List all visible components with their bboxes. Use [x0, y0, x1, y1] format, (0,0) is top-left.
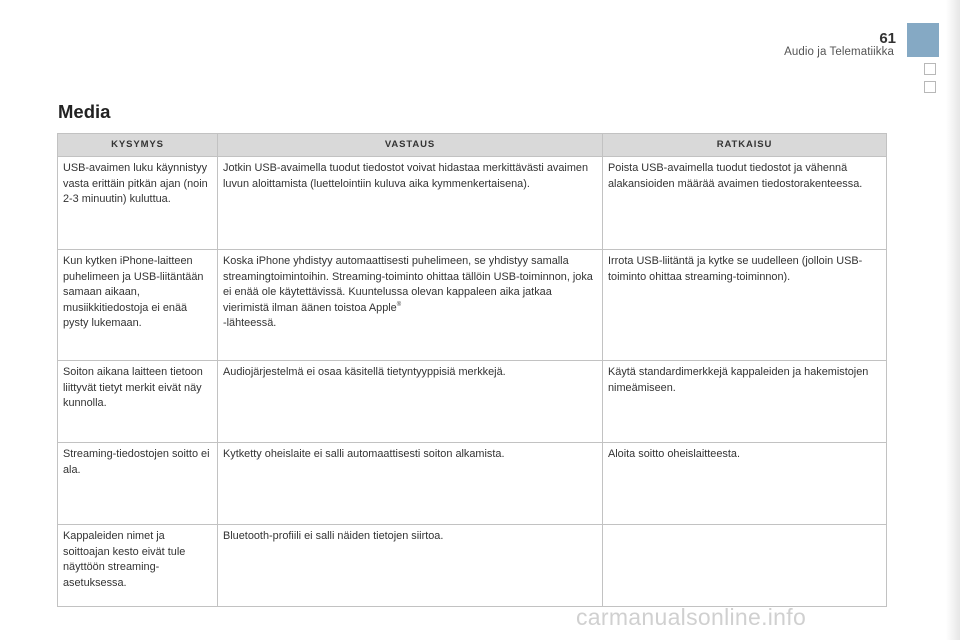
- table-row: [58, 361, 887, 443]
- answer-cell: Jotkin USB-avaimella tuodut tiedostot voivat hidastaa merkittävästi avaimen luvun aloittamista (luettelointiin kuluva aika kymmenkertaisena).: [218, 157, 603, 250]
- page-title: Media: [58, 101, 111, 122]
- solution-cell: Aloita soitto oheislaitteesta.: [603, 443, 887, 525]
- question-cell: Soiton aikana laitteen tietoon liittyvät tietyt merkit eivät näy kunnolla.: [58, 361, 218, 443]
- question-cell: Kappaleiden nimet ja soittoajan kesto eivät tule näyttöön streaming-asetuksessa.: [58, 525, 218, 607]
- question-cell: Kun kytken iPhone-laitteen puhelimeen ja USB-liitäntään samaan aikaan, musiikkitiedostoja ei enää pysty lukemaan.: [58, 250, 218, 361]
- section-name: Audio ja Telematiikka: [784, 46, 894, 58]
- troubleshooting-table: [57, 133, 887, 607]
- answer-cell: Kytketty oheislaite ei salli automaattisesti soiton alkamista.: [218, 443, 603, 525]
- table-row: [58, 250, 887, 361]
- section-tab-marker: [907, 23, 939, 57]
- tab-box-icon: [924, 63, 936, 75]
- question-cell: USB-avaimen luku käynnistyy vasta erittäin pitkän ajan (noin 2-3 minuutin) kuluttua.: [58, 157, 218, 250]
- table-row: [58, 157, 887, 250]
- solution-cell: Irrota USB-liitäntä ja kytke se uudelleen (jolloin USB-toiminto ohittaa streaming-toiminnon).: [603, 250, 887, 361]
- answer-cell: [218, 250, 603, 361]
- column-header-solution: RATKAISU: [603, 134, 887, 157]
- table-header-row: [58, 134, 887, 157]
- answer-text: Koska iPhone yhdistyy automaattisesti puhelimeen, se yhdistyy samalla streamingtoimintoihin. Streaming-toiminto ohittaa tällöin USB-toiminnon, joka ei enää ole käytettävissä. Kuuntelussa olevan kappaleen aika jatkaa vierimistä ilman äänen toistoa Apple: [223, 255, 593, 314]
- tab-box-icon: [924, 81, 936, 93]
- table-row: [58, 443, 887, 525]
- answer-text-tail: -lähteessä.: [223, 317, 277, 329]
- solution-cell: Poista USB-avaimella tuodut tiedostot ja vähennä alakansioiden määrää avaimen tiedostorakenteessa.: [603, 157, 887, 250]
- registered-mark: ®: [396, 301, 402, 308]
- column-header-answer: VASTAUS: [218, 134, 603, 157]
- side-strip: [946, 0, 960, 640]
- question-cell: Streaming-tiedostojen soitto ei ala.: [58, 443, 218, 525]
- column-header-question: KYSYMYS: [58, 134, 218, 157]
- answer-cell: Audiojärjestelmä ei osaa käsitellä tietyntyyppisiä merkkejä.: [218, 361, 603, 443]
- answer-cell: Bluetooth-profiili ei salli näiden tietojen siirtoa.: [218, 525, 603, 607]
- watermark: carmanualsonline.info: [576, 604, 807, 630]
- solution-cell: [603, 525, 887, 607]
- table-row: [58, 525, 887, 607]
- solution-cell: Käytä standardimerkkejä kappaleiden ja hakemistojen nimeämiseen.: [603, 361, 887, 443]
- page-number: 61: [879, 30, 896, 47]
